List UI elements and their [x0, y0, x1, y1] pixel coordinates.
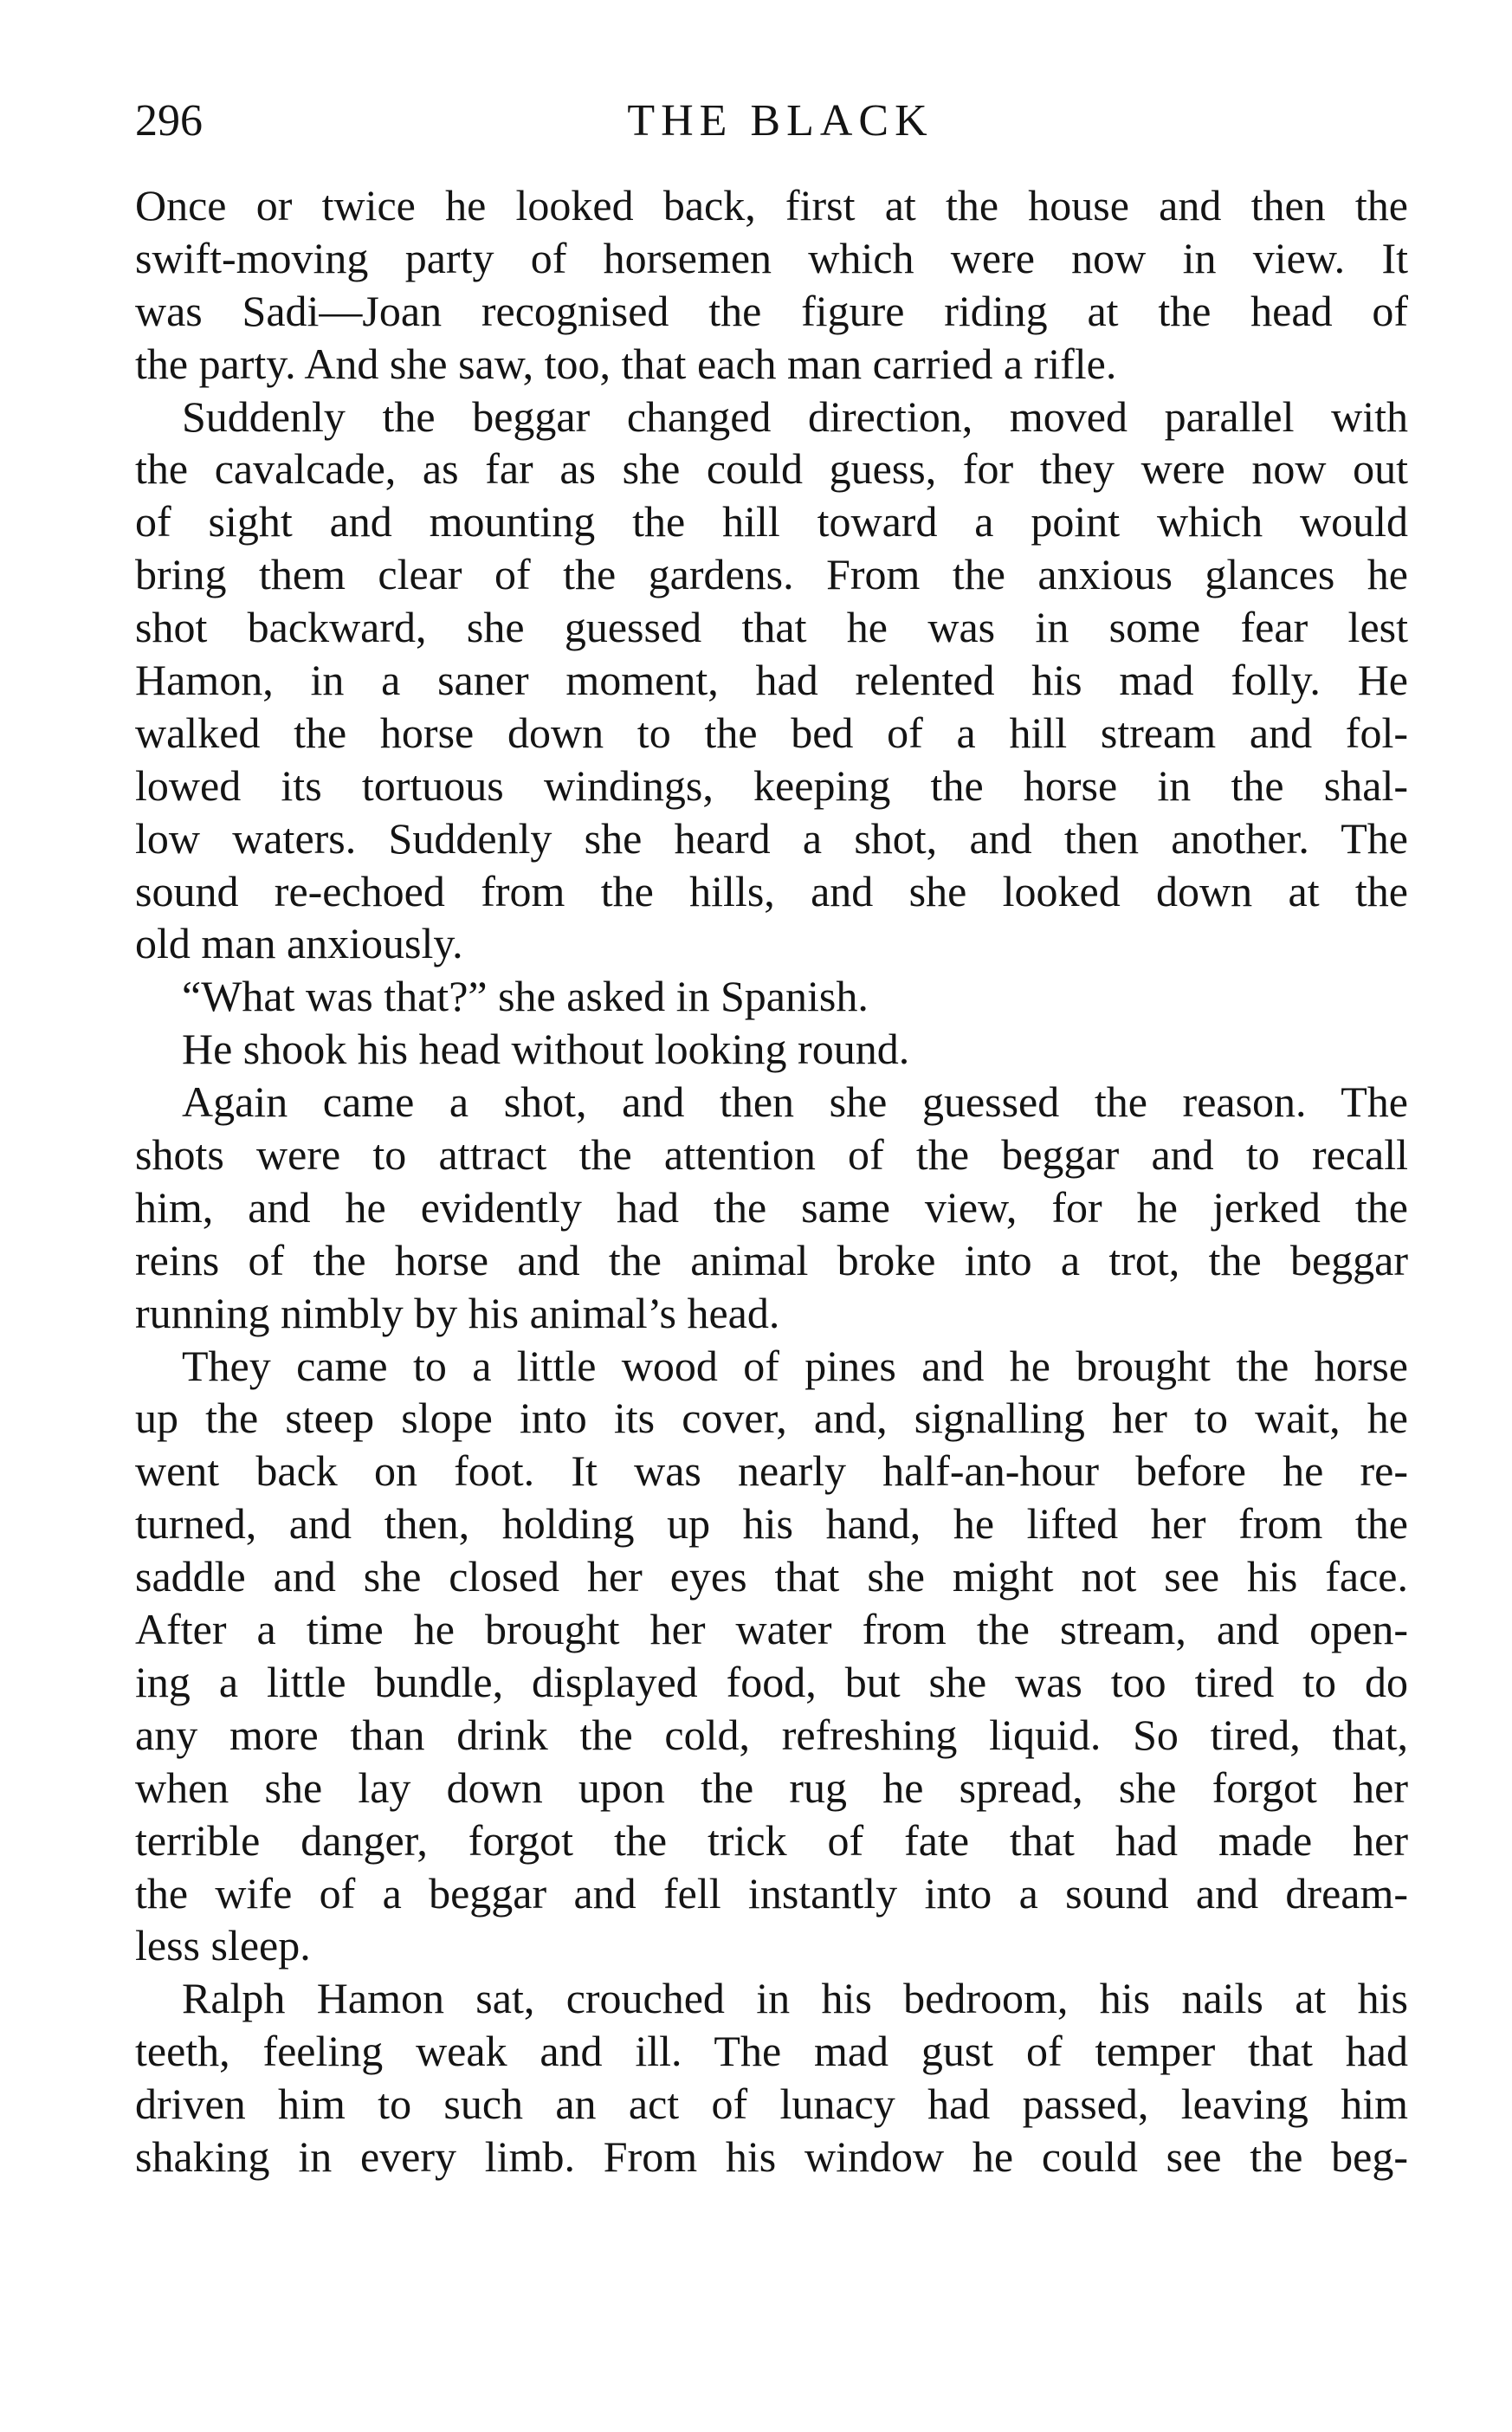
- text-line: After a time he brought her water from the stream, and open-: [135, 1605, 1408, 1654]
- text-line: the cavalcade, as far as she could guess, for they were now out: [135, 444, 1408, 494]
- text-line: any more than drink the cold, refreshing liquid. So tired, that,: [135, 1710, 1408, 1759]
- text-line: Again came a shot, and then she guessed the reason. The: [182, 1077, 1408, 1127]
- page-number: 296: [135, 96, 203, 146]
- text-line: They came to a little wood of pines and he brought the horse: [182, 1341, 1408, 1390]
- text-line: shot backward, she guessed that he was in some fear lest: [135, 603, 1408, 652]
- text-line: reins of the horse and the animal broke into a trot, the beggar: [135, 1235, 1408, 1284]
- text-line: Hamon, in a saner moment, had relented his mad folly. He: [135, 656, 1408, 705]
- text-line: Once or twice he looked back, first at the house and then the: [135, 181, 1408, 230]
- text-line: when she lay down upon the rug he spread, she forgot her: [135, 1763, 1408, 1812]
- text-line: “What was that?” she asked in Spanish.: [182, 972, 869, 1021]
- body-text: [135, 179, 1408, 2183]
- text-line: walked the horse down to the bed of a hill stream and fol-: [135, 708, 1408, 757]
- text-line: went back on foot. It was nearly half-an-hour before he re-: [135, 1446, 1408, 1496]
- text-line: less sleep.: [135, 1921, 311, 1970]
- text-line: teeth, feeling weak and ill. The mad gust of temper that had: [135, 2027, 1408, 2076]
- text-line: old man anxiously.: [135, 919, 463, 968]
- text-line: He shook his head without looking round.: [182, 1025, 910, 1074]
- text-line: low waters. Suddenly she heard a shot, and then another. The: [135, 813, 1408, 863]
- text-line: running nimbly by his animal’s head.: [135, 1288, 780, 1337]
- text-line: him, and he evidently had the same view, for he jerked the: [135, 1182, 1408, 1232]
- text-line: of sight and mounting the hill toward a point which would: [135, 497, 1408, 547]
- running-title: THE BLACK: [627, 96, 934, 146]
- text-line: shaking in every limb. From his window he could see the beg-: [135, 2131, 1408, 2181]
- text-line: shots were to attract the attention of the beggar and to recall: [135, 1130, 1408, 1180]
- text-line: turned, and then, holding up his hand, he lifted her from the: [135, 1499, 1408, 1549]
- text-line: swift-moving party of horsemen which were now in view. It: [135, 233, 1408, 282]
- text-line: the party. And she saw, too, that each man carried a rifle.: [135, 339, 1117, 388]
- text-line: saddle and she closed her eyes that she might not see his face.: [135, 1552, 1408, 1601]
- text-line: driven him to such an act of lunacy had passed, leaving him: [135, 2079, 1408, 2129]
- text-line: sound re-echoed from the hills, and she looked down at the: [135, 866, 1408, 915]
- text-line: up the steep slope into its cover, and, signalling her to wait, he: [135, 1394, 1408, 1443]
- page-header: [135, 87, 1408, 156]
- text-line: was Sadi—Joan recognised the figure riding at the head of: [135, 286, 1408, 335]
- text-line: Ralph Hamon sat, crouched in his bedroom, his nails at his: [182, 1974, 1408, 2023]
- text-line: ing a little bundle, displayed food, but she was too tired to do: [135, 1657, 1408, 1706]
- text-line: Suddenly the beggar changed direction, moved parallel with: [182, 391, 1408, 441]
- text-line: terrible danger, forgot the trick of fate that had made her: [135, 1815, 1408, 1865]
- text-line: the wife of a beggar and fell instantly into a sound and dream-: [135, 1868, 1408, 1918]
- text-line: lowed its tortuous windings, keeping the horse in the shal-: [135, 760, 1408, 810]
- text-line: bring them clear of the gardens. From the anxious glances he: [135, 550, 1408, 599]
